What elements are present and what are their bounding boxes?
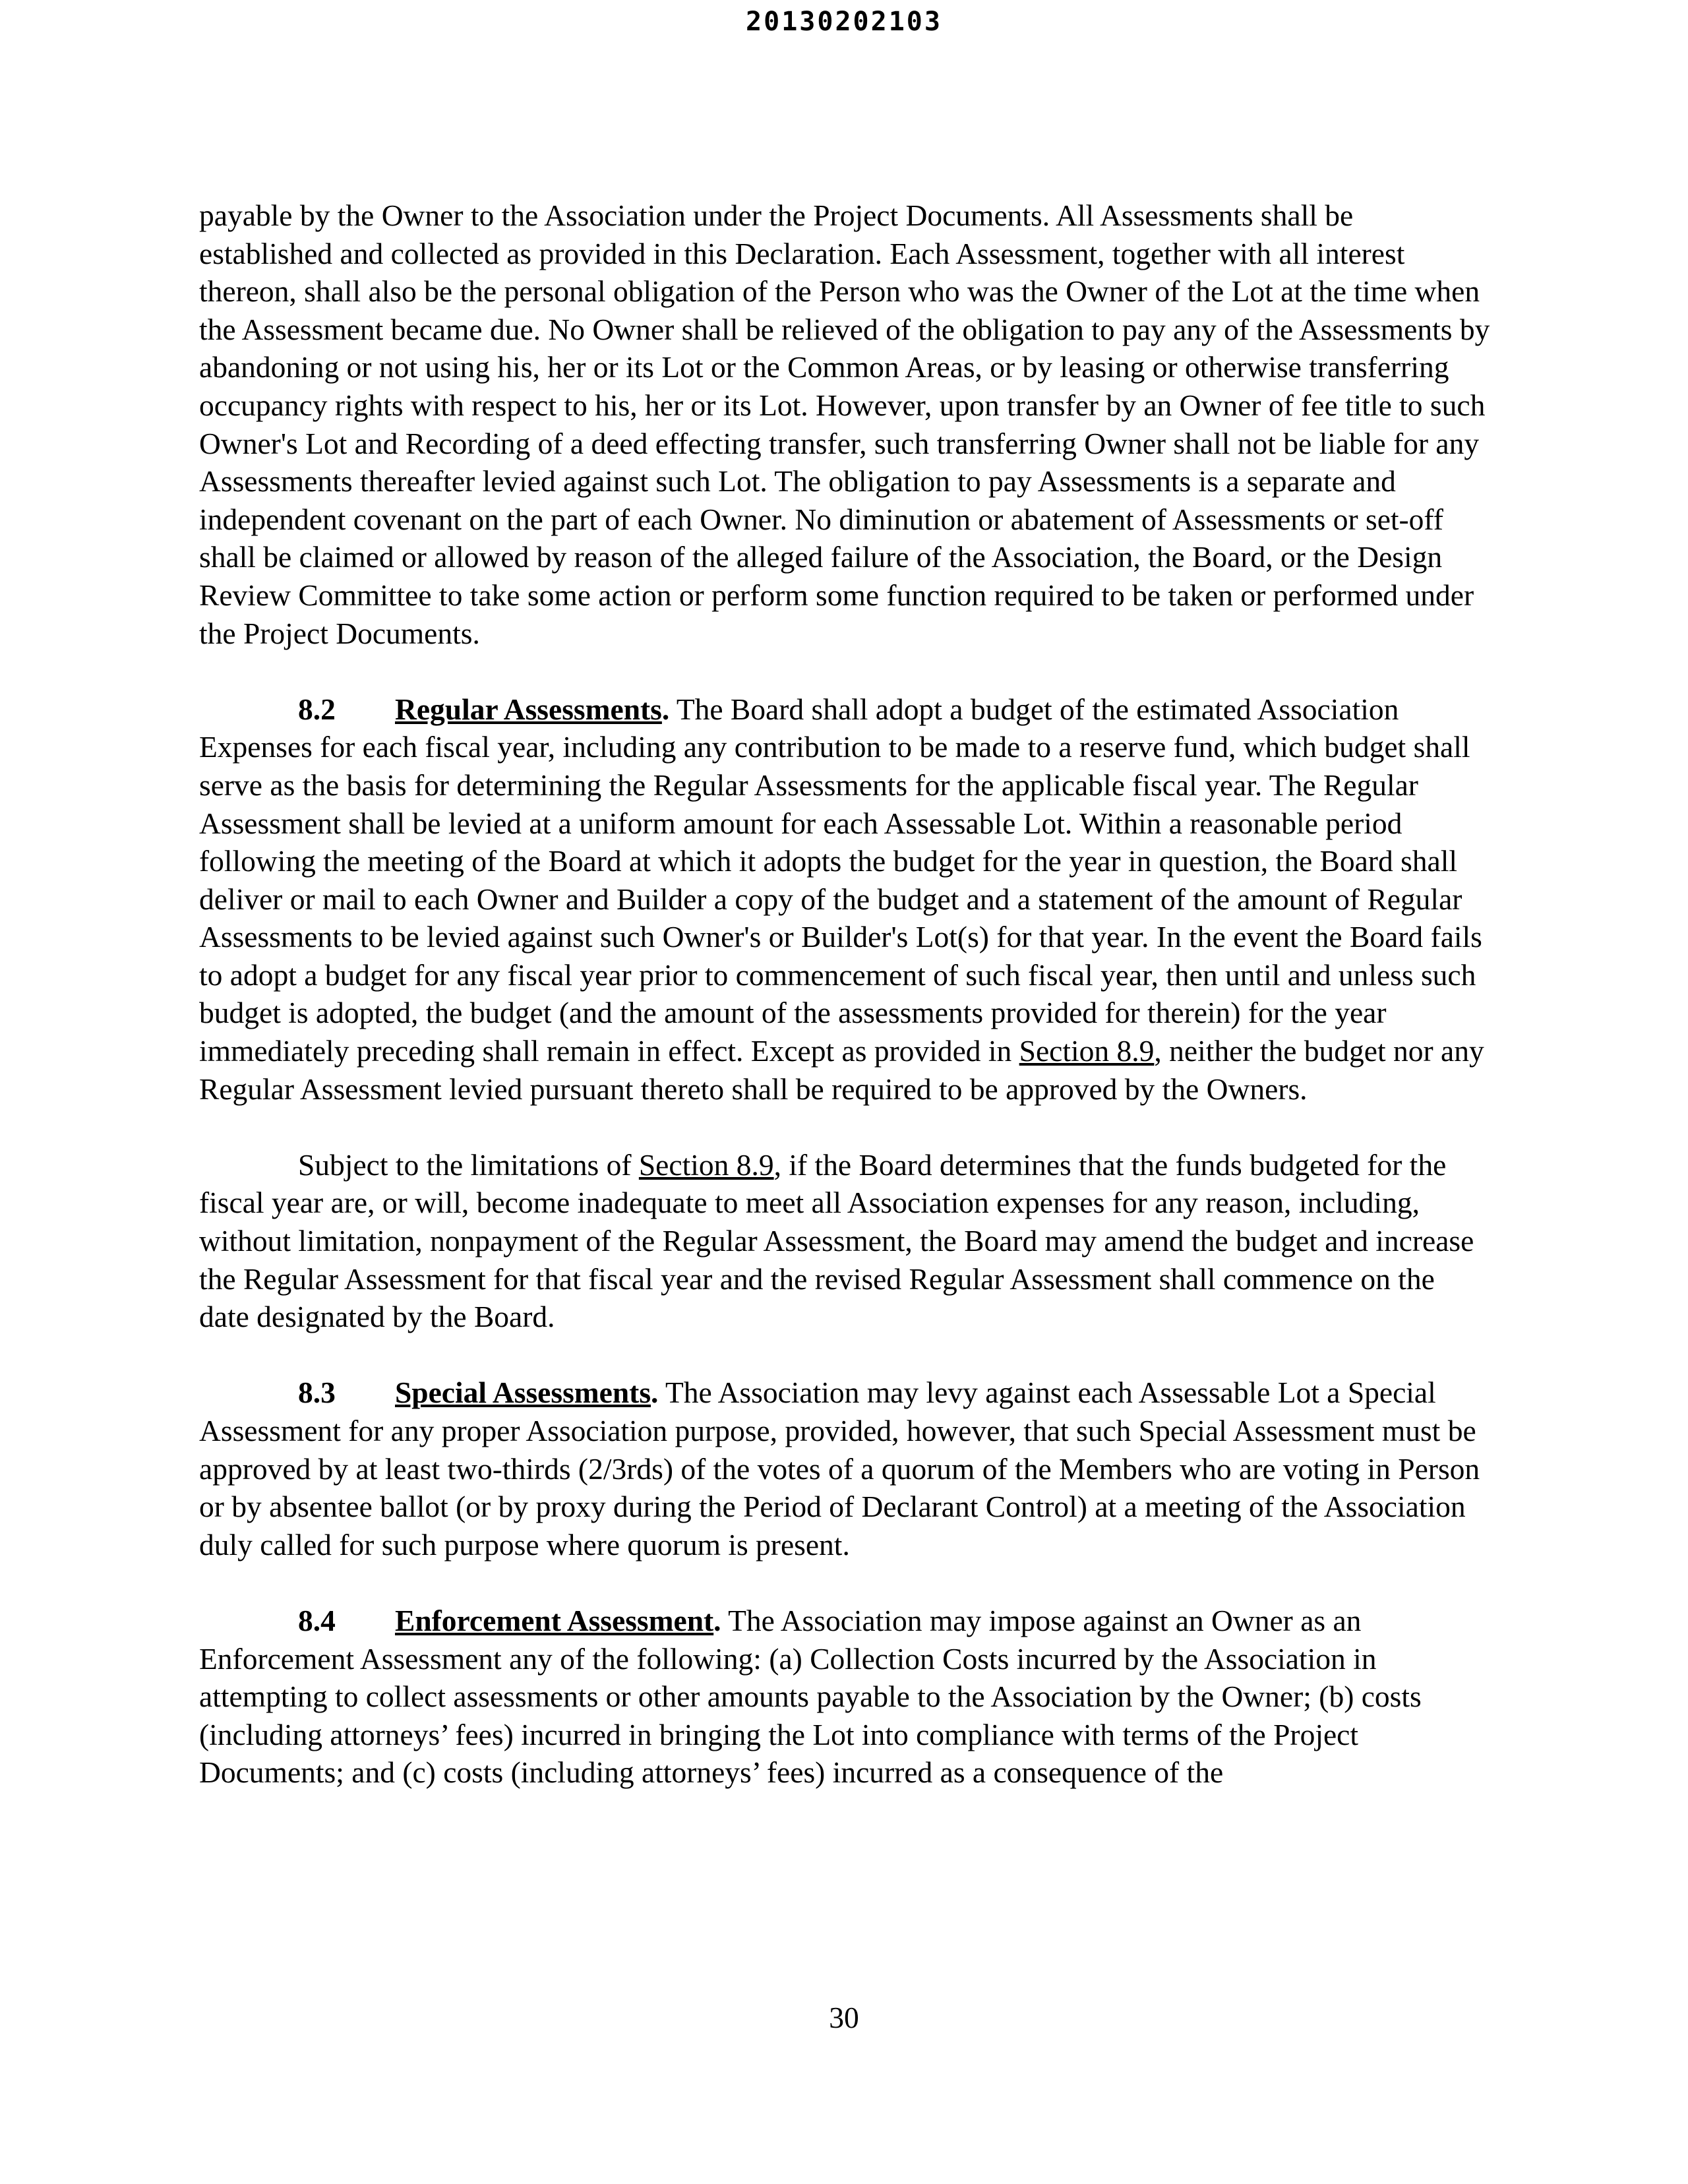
page-number: 30 — [829, 2001, 859, 2034]
section-8-3-special-assessments — [199, 1374, 1492, 1563]
section-title: Special Assessments — [395, 1376, 651, 1410]
section-title-period: . — [713, 1603, 721, 1637]
section-title-period: . — [661, 692, 670, 726]
section-cross-reference: Section 8.9 — [638, 1147, 774, 1182]
section-title-period: . — [651, 1376, 659, 1410]
section-title: Regular Assessments — [395, 692, 662, 726]
paragraph-assessments-obligation — [199, 197, 1492, 652]
paragraph-budget-amendment — [199, 1146, 1492, 1336]
section-8-4-enforcement-assessment — [199, 1602, 1492, 1792]
paragraph-text-continued: , if the Board determines that the funds budgeted for the fiscal year are, or will, become inadequate to meet all Association expenses for any reason, including, without limitation, nonpayment of the Regular Assessment, the Board may amend the budget and increase the Regular Assessment for that fiscal year and the revised Regular Assessment shall commence on the date designated by the Board. — [199, 1147, 1474, 1334]
section-text: The Association may levy against each Assessable Lot a Special Assessment for any proper Association purpose, provided, however, that such Special Assessment must be approved by at least two-thirds (2/3rds) of the votes of a quorum of the Members who are voting in Person or by absentee ballot (or by proxy during the Period of Declarant Control) at a meeting of the Association duly called for such purpose where quorum is present. — [199, 1376, 1480, 1562]
section-cross-reference: Section 8.9 — [1019, 1034, 1155, 1068]
section-text: The Association may impose against an Owner as an Enforcement Assessment any of the following: (a) Collection Costs incurred by the Association in attempting to collect assessments or other amounts payable to the Association by the Owner; (b) costs (including attorneys’ fees) incurred in bringing the Lot into compliance with terms of the Project Documents; and (c) costs (including attorneys’ fees) incurred as a consequence of the — [199, 1603, 1422, 1790]
document-number: 20130202103 — [746, 7, 942, 37]
section-number: 8.2 — [298, 692, 336, 726]
section-8-2-regular-assessments — [199, 690, 1492, 1108]
section-text: The Board shall adopt a budget of the estimated Association Expenses for each fiscal year, including any contribution to be made to a reserve fund, which budget shall serve as the basis for determining the Regular Assessments for the applicable fiscal year. The Regular Assessment shall be levied at a uniform amount for each Assessable Lot. Within a reasonable period following the meeting of the Board at which it adopts the budget for the year in question, the Board shall deliver or mail to each Owner and Builder a copy of the budget and a statement of the amount of Regular Assessments to be levied against such Owner's or Builder's Lot(s) for that year. In the event the Board fails to adopt a budget for any fiscal year prior to commencement of such fiscal year, then until and unless such budget is adopted, the budget (and the amount of the assessments provided for therein) for the year immediately preceding shall remain in effect. Except as provided in — [199, 692, 1482, 1068]
paragraph-text: Subject to the limitations of — [298, 1147, 639, 1182]
document-body — [199, 197, 1492, 1792]
section-number: 8.3 — [298, 1376, 336, 1410]
section-text-continued: , neither the budget nor any Regular Assessment levied pursuant thereto shall be required to be approved by the Owners. — [199, 1034, 1484, 1106]
section-number: 8.4 — [298, 1603, 336, 1637]
section-title: Enforcement Assessment — [395, 1603, 714, 1637]
paragraph-text: payable by the Owner to the Association under the Project Documents. All Assessments shall be established and collected as provided in this Declaration. Each Assessment, together with all interest thereon, shall also be the personal obligation of the Person who was the Owner of the Lot at the time when the Assessment became due. No Owner shall be relieved of the obligation to pay any of the Assessments by abandoning or not using his, her or its Lot or the Common Areas, or by leasing or otherwise transferring occupancy rights with respect to his, her or its Lot. However, upon transfer by an Owner of fee title to such Owner's Lot and Recording of a deed effecting transfer, such transferring Owner shall not be liable for any Assessments thereafter levied against such Lot. The obligation to pay Assessments is a separate and independent covenant on the part of each Owner. No diminution or abatement of Assessments or set-off shall be claimed or allowed by reason of the alleged failure of the Association, the Board, or the Design Review Committee to take some action or perform some function required to be taken or performed under the Project Documents. — [199, 198, 1490, 650]
